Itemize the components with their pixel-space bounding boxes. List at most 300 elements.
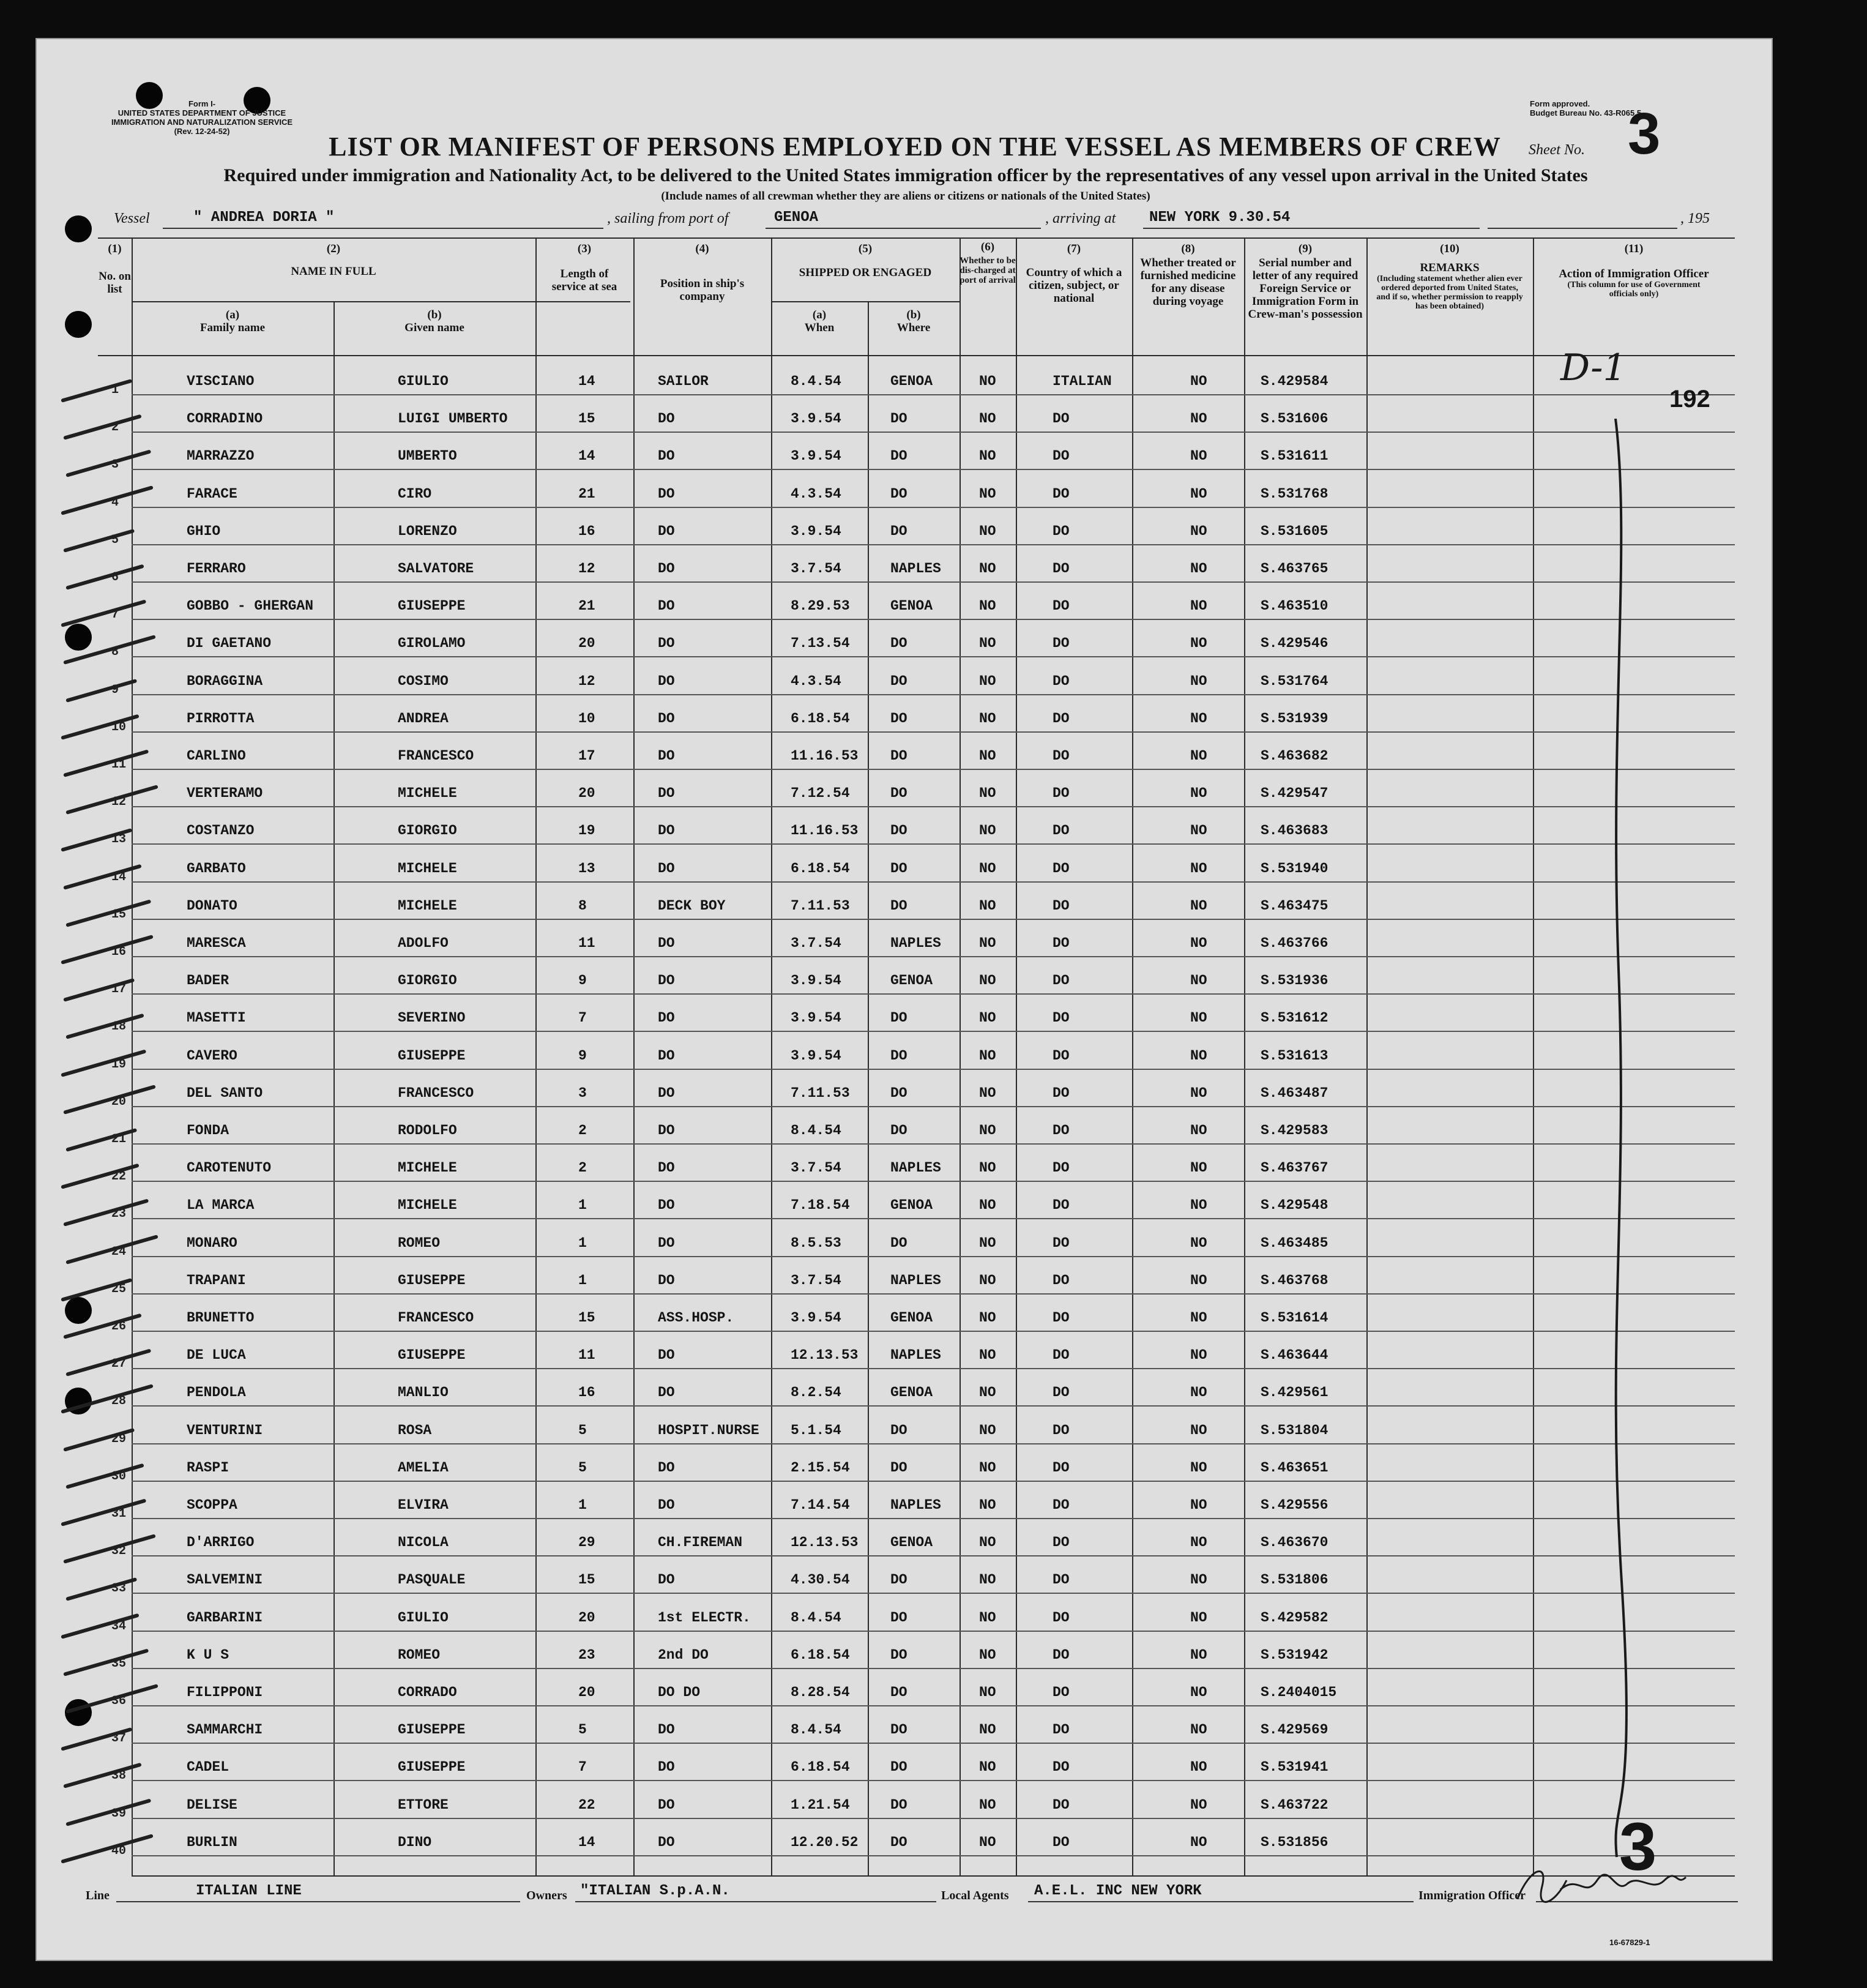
officer-signature — [1511, 1862, 1689, 1911]
row-rule — [132, 1031, 1735, 1032]
given-name-cell: FRANCESCO — [398, 1085, 474, 1101]
length-cell: 20 — [578, 1684, 595, 1700]
family-name-cell: GARBATO — [187, 860, 246, 876]
discharged-cell: NO — [979, 785, 996, 802]
when-cell: 3.9.54 — [791, 523, 841, 539]
when-cell: 1.21.54 — [791, 1796, 850, 1813]
check-mark — [63, 1763, 142, 1788]
row-number: 28 — [111, 1394, 127, 1409]
family-name-cell: CAROTENUTO — [187, 1160, 272, 1176]
row-number: 20 — [111, 1094, 127, 1109]
arriving-label: , arriving at — [1045, 211, 1116, 226]
when-cell: 7.11.53 — [791, 897, 850, 914]
family-name-cell: DI GAETANO — [187, 635, 272, 652]
serial-cell: S.531614 — [1261, 1310, 1329, 1326]
position-cell: DO — [658, 785, 675, 802]
row-rule — [132, 656, 1735, 657]
check-mark — [61, 1164, 140, 1189]
row-rule — [132, 544, 1735, 545]
row-number: 40 — [111, 1844, 127, 1858]
position-cell: DO — [658, 1796, 675, 1813]
row-number: 8 — [111, 645, 119, 660]
given-name-cell: LORENZO — [398, 523, 457, 539]
when-cell: 3.7.54 — [791, 1160, 841, 1176]
where-cell: DO — [890, 1123, 907, 1138]
given-name-cell: GIUSEPPE — [398, 1759, 466, 1776]
discharged-cell: NO — [979, 1759, 996, 1776]
family-name-cell: MARESCA — [187, 935, 246, 951]
check-mark — [65, 450, 151, 477]
when-cell: 3.9.54 — [791, 1047, 841, 1064]
given-name-cell: GIROLAMO — [398, 635, 466, 652]
where-cell: DO — [890, 1459, 907, 1476]
country-cell: DO — [1053, 897, 1070, 914]
serial-cell: S.531936 — [1261, 973, 1329, 989]
when-cell: 6.18.54 — [791, 1646, 850, 1663]
when-cell: 8.4.54 — [791, 1123, 841, 1138]
discharged-cell: NO — [979, 1534, 996, 1551]
country-cell: DO — [1053, 1759, 1070, 1776]
medicine-cell: NO — [1190, 673, 1207, 689]
when-cell: 6.18.54 — [791, 1759, 850, 1776]
length-cell: 12 — [578, 673, 595, 689]
country-cell: DO — [1053, 1834, 1070, 1850]
row-number: 18 — [111, 1020, 127, 1034]
country-cell: DO — [1053, 1010, 1070, 1026]
row-rule — [132, 1069, 1735, 1070]
given-name-cell: MICHELE — [398, 860, 457, 876]
position-cell: DO — [658, 411, 675, 427]
position-cell: DO — [658, 561, 675, 577]
country-cell: DO — [1053, 1235, 1070, 1251]
owners-label: Owners — [526, 1889, 567, 1902]
when-cell: 3.7.54 — [791, 935, 841, 951]
country-cell: DO — [1053, 1272, 1070, 1288]
where-cell: GENOA — [890, 373, 933, 389]
length-cell: 15 — [578, 1572, 595, 1588]
officer-label: Immigration Officer — [1418, 1889, 1526, 1902]
given-name-cell: MICHELE — [398, 1197, 457, 1214]
when-cell: 8.28.54 — [791, 1684, 850, 1700]
where-cell: GENOA — [890, 973, 933, 989]
name-subheader-line — [132, 301, 630, 302]
discharged-cell: NO — [979, 598, 996, 615]
stamp-number: 192 — [1669, 386, 1710, 413]
row-rule — [132, 1668, 1735, 1669]
position-cell: DO — [658, 823, 675, 839]
discharged-cell: NO — [979, 673, 996, 689]
position-cell: DO — [658, 748, 675, 764]
serial-cell: S.463670 — [1261, 1534, 1329, 1551]
given-name-cell: MICHELE — [398, 785, 457, 802]
length-cell: 9 — [578, 1047, 587, 1064]
position-cell: DO — [658, 1085, 675, 1101]
check-mark — [61, 1049, 146, 1077]
medicine-cell: NO — [1190, 1047, 1207, 1064]
row-number: 22 — [111, 1170, 127, 1184]
country-cell: DO — [1053, 411, 1070, 427]
given-name-cell: UMBERTO — [398, 448, 457, 465]
country-cell: DO — [1053, 973, 1070, 989]
country-cell: DO — [1053, 935, 1070, 951]
position-cell: DO — [658, 1572, 675, 1588]
length-cell: 1 — [578, 1235, 587, 1251]
country-cell: DO — [1053, 448, 1070, 465]
given-name-cell: FRANCESCO — [398, 1310, 474, 1326]
family-name-cell: CADEL — [187, 1759, 229, 1776]
family-name-cell: VERTERAMO — [187, 785, 263, 802]
serial-cell: S.531611 — [1261, 448, 1329, 465]
row-rule — [132, 1518, 1735, 1519]
col-header-position: (4) Position in ship's company — [660, 242, 745, 303]
medicine-cell: NO — [1190, 1646, 1207, 1663]
handwritten-note: D-1 — [1560, 346, 1627, 389]
position-cell: DO — [658, 485, 675, 502]
position-cell: HOSPIT.NURSE — [658, 1422, 759, 1438]
where-cell: NAPLES — [890, 1272, 941, 1288]
given-name-cell: ROSA — [398, 1422, 432, 1438]
given-name-cell: CIRO — [398, 485, 432, 502]
given-name-cell: ADOLFO — [398, 935, 449, 951]
discharged-cell: NO — [979, 823, 996, 839]
row-number: 24 — [111, 1244, 127, 1259]
length-cell: 16 — [578, 523, 595, 539]
given-name-cell: ROMEO — [398, 1646, 441, 1663]
country-cell: DO — [1053, 561, 1070, 577]
when-cell: 7.13.54 — [791, 635, 850, 652]
serial-cell: S.463768 — [1261, 1272, 1329, 1288]
country-cell: DO — [1053, 785, 1070, 802]
when-cell: 3.7.54 — [791, 1272, 841, 1288]
discharged-cell: NO — [979, 1684, 996, 1700]
position-cell: DO — [658, 1235, 675, 1251]
vessel-name: " ANDREA DORIA " — [193, 209, 335, 226]
col-header-serial: (9) Serial number and letter of any required Foreign Service or Immigration Form in Crew-man's possession — [1248, 242, 1363, 321]
serial-cell: S.463765 — [1261, 561, 1329, 577]
serial-cell: S.429561 — [1261, 1384, 1329, 1401]
serial-cell: S.429546 — [1261, 635, 1329, 652]
when-cell: 8.29.53 — [791, 598, 850, 615]
country-cell: DO — [1053, 1572, 1070, 1588]
medicine-cell: NO — [1190, 1085, 1207, 1101]
country-cell: DO — [1053, 1609, 1070, 1626]
row-number: 14 — [111, 870, 127, 884]
discharged-cell: NO — [979, 1047, 996, 1064]
row-number: 39 — [111, 1806, 127, 1821]
discharged-cell: NO — [979, 1459, 996, 1476]
serial-cell: S.429569 — [1261, 1722, 1329, 1738]
sailing-label: , sailing from port of — [607, 211, 729, 226]
row-rule — [132, 769, 1735, 770]
medicine-cell: NO — [1190, 373, 1207, 389]
given-name-cell: ETTORE — [398, 1796, 449, 1813]
when-cell: 7.14.54 — [791, 1497, 850, 1513]
position-cell: DO — [658, 598, 675, 615]
where-cell: DO — [890, 1235, 907, 1251]
where-cell: DO — [890, 635, 907, 652]
serial-cell: S.429547 — [1261, 785, 1329, 802]
row-rule — [132, 619, 1735, 620]
agents-field — [1028, 1883, 1414, 1902]
where-cell: GENOA — [890, 1534, 933, 1551]
country-cell: DO — [1053, 860, 1070, 876]
subtitle: Required under immigration and Nationality Act, to be delivered to the United States immigration officer by the representatives of any vessel upon arrival in the United States — [223, 165, 1588, 185]
position-cell: DO — [658, 1497, 675, 1513]
given-name-cell: GIORGIO — [398, 823, 457, 839]
discharged-cell: NO — [979, 523, 996, 539]
medicine-cell: NO — [1190, 1310, 1207, 1326]
check-mark — [63, 1648, 149, 1676]
row-number: 35 — [111, 1656, 127, 1671]
length-cell: 22 — [578, 1796, 595, 1813]
serial-cell: S.531804 — [1261, 1422, 1329, 1438]
position-cell: DO — [658, 1722, 675, 1738]
check-mark — [65, 1349, 151, 1377]
country-cell: DO — [1053, 710, 1070, 727]
where-cell: NAPLES — [890, 935, 941, 951]
check-mark — [61, 379, 132, 403]
form-number: Form I- UNITED STATES DEPARTMENT OF JUSTICE IMMIGRATION AND NATURALIZATION SERVICE (Rev. 12-24-52) — [111, 99, 293, 136]
row-number: 36 — [111, 1694, 127, 1708]
medicine-cell: NO — [1190, 1684, 1207, 1700]
position-cell: DO — [658, 1384, 675, 1401]
length-cell: 1 — [578, 1497, 587, 1513]
country-cell: DO — [1053, 1646, 1070, 1663]
row-number: 13 — [111, 832, 127, 847]
discharged-cell: NO — [979, 1272, 996, 1288]
length-cell: 3 — [578, 1085, 587, 1101]
medicine-cell: NO — [1190, 448, 1207, 465]
where-cell: DO — [890, 485, 907, 502]
discharged-cell: NO — [979, 1834, 996, 1850]
table-header-bottom — [98, 355, 1735, 356]
given-name-cell: GIULIO — [398, 373, 449, 389]
check-mark — [61, 1613, 140, 1639]
row-number: 17 — [111, 982, 127, 997]
port-value: GENOA — [774, 209, 819, 226]
row-number: 32 — [111, 1544, 127, 1559]
length-cell: 15 — [578, 1310, 595, 1326]
length-cell: 14 — [578, 1834, 595, 1850]
where-cell: DO — [890, 748, 907, 764]
check-mark — [63, 864, 142, 889]
medicine-cell: NO — [1190, 1609, 1207, 1626]
line-field — [116, 1883, 520, 1902]
row-rule — [132, 394, 1735, 395]
when-cell: 6.18.54 — [791, 710, 850, 727]
length-cell: 7 — [578, 1010, 587, 1026]
position-cell: CH.FIREMAN — [658, 1534, 743, 1551]
medicine-cell: NO — [1190, 1272, 1207, 1288]
family-name-cell: COSTANZO — [187, 823, 255, 839]
position-cell: 1st ELECTR. — [658, 1609, 751, 1626]
family-name-cell: FERRARO — [187, 561, 246, 577]
row-rule — [132, 881, 1735, 883]
row-number: 3 — [111, 458, 119, 473]
owners-field — [575, 1883, 936, 1902]
serial-cell: S.463767 — [1261, 1160, 1329, 1176]
serial-cell: S.463683 — [1261, 823, 1329, 839]
discharged-cell: NO — [979, 373, 996, 389]
discharged-cell: NO — [979, 935, 996, 951]
discharged-cell: NO — [979, 1123, 996, 1138]
col-header-medicine: (8) Whether treated or furnished medicine for any disease during voyage — [1140, 242, 1236, 308]
discharged-cell: NO — [979, 411, 996, 427]
when-cell: 6.18.54 — [791, 860, 850, 876]
country-cell: DO — [1053, 1123, 1070, 1138]
agents-value: A.E.L. INC NEW YORK — [1034, 1883, 1202, 1899]
row-number: 19 — [111, 1057, 127, 1072]
table-top-border — [98, 237, 1735, 239]
country-cell: DO — [1053, 748, 1070, 764]
family-name-cell: BADER — [187, 973, 229, 989]
given-name-cell: SEVERINO — [398, 1010, 466, 1026]
family-name-cell: RASPI — [187, 1459, 229, 1476]
medicine-cell: NO — [1190, 1459, 1207, 1476]
when-cell: 3.9.54 — [791, 1010, 841, 1026]
family-name-cell: TRAPANI — [187, 1272, 246, 1288]
col-header-given-name: (b) Given name — [404, 308, 464, 334]
given-name-cell: ROMEO — [398, 1235, 441, 1251]
check-mark — [61, 485, 154, 515]
country-cell: DO — [1053, 1085, 1070, 1101]
check-mark — [65, 1577, 137, 1601]
where-cell: DO — [890, 860, 907, 876]
medicine-cell: NO — [1190, 1759, 1207, 1776]
col-header-number: (1) No. on list — [99, 242, 131, 296]
row-rule — [132, 507, 1735, 508]
discharged-cell: NO — [979, 748, 996, 764]
family-name-cell: SAMMARCHI — [187, 1722, 263, 1738]
row-rule — [132, 919, 1735, 920]
medicine-cell: NO — [1190, 935, 1207, 951]
when-cell: 2.15.54 — [791, 1459, 850, 1476]
serial-cell: S.463487 — [1261, 1085, 1329, 1101]
row-rule — [132, 1855, 1735, 1856]
family-name-cell: VENTURINI — [187, 1422, 263, 1438]
medicine-cell: NO — [1190, 1197, 1207, 1214]
given-name-cell: GIUSEPPE — [398, 1347, 466, 1364]
length-cell: 29 — [578, 1534, 595, 1551]
where-cell: GENOA — [890, 1384, 933, 1401]
discharged-cell: NO — [979, 561, 996, 577]
where-cell: DO — [890, 1609, 907, 1626]
country-cell: DO — [1053, 823, 1070, 839]
family-name-cell: VISCIANO — [187, 373, 255, 389]
date-field — [1488, 209, 1677, 229]
given-name-cell: MICHELE — [398, 1160, 457, 1176]
family-name-cell: BRUNETTO — [187, 1310, 255, 1326]
position-cell: DECK BOY — [658, 897, 726, 914]
medicine-cell: NO — [1190, 1347, 1207, 1364]
where-cell: NAPLES — [890, 561, 941, 577]
medicine-cell: NO — [1190, 1796, 1207, 1813]
punch-hole — [65, 1297, 92, 1324]
medicine-cell: NO — [1190, 1160, 1207, 1176]
row-number: 31 — [111, 1507, 127, 1521]
when-cell: 3.9.54 — [791, 411, 841, 427]
position-cell: DO — [658, 1272, 675, 1288]
where-cell: DO — [890, 1722, 907, 1738]
family-name-cell: MASETTI — [187, 1010, 246, 1026]
row-rule — [132, 1256, 1735, 1257]
row-number: 5 — [111, 532, 119, 547]
when-cell: 7.18.54 — [791, 1197, 850, 1214]
where-cell: DO — [890, 710, 907, 727]
serial-cell: S.531940 — [1261, 860, 1329, 876]
family-name-cell: MONARO — [187, 1235, 237, 1251]
serial-cell: S.463475 — [1261, 897, 1329, 914]
handwritten-vertical-line — [1603, 419, 1640, 1863]
where-cell: GENOA — [890, 1310, 933, 1326]
approval-note: Form approved. Budget Bureau No. 43-R065.5. — [1530, 99, 1644, 118]
when-cell: 3.9.54 — [791, 1310, 841, 1326]
where-cell: GENOA — [890, 1197, 933, 1214]
given-name-cell: GIUSEPPE — [398, 1047, 466, 1064]
check-mark — [61, 714, 140, 740]
serial-cell: S.531613 — [1261, 1047, 1329, 1064]
medicine-cell: NO — [1190, 1834, 1207, 1850]
length-cell: 20 — [578, 1609, 595, 1626]
check-mark — [63, 1199, 149, 1227]
check-mark — [63, 749, 149, 777]
when-cell: 4.3.54 — [791, 673, 841, 689]
family-name-cell: FONDA — [187, 1123, 229, 1138]
check-mark — [61, 1834, 154, 1864]
line-value: ITALIAN LINE — [196, 1883, 302, 1899]
length-cell: 20 — [578, 635, 595, 652]
position-cell: DO — [658, 1197, 675, 1214]
serial-cell: S.531612 — [1261, 1010, 1329, 1026]
row-number: 12 — [111, 795, 127, 810]
given-name-cell: ANDREA — [398, 710, 449, 727]
country-cell: DO — [1053, 673, 1070, 689]
position-cell: 2nd DO — [658, 1646, 709, 1663]
family-name-cell: DEL SANTO — [187, 1085, 263, 1101]
discharged-cell: NO — [979, 1572, 996, 1588]
length-cell: 11 — [578, 1347, 595, 1364]
given-name-cell: GIULIO — [398, 1609, 449, 1626]
where-cell: DO — [890, 1010, 907, 1026]
position-cell: DO — [658, 1010, 675, 1026]
check-mark — [65, 785, 158, 815]
family-name-cell: MARRAZZO — [187, 448, 255, 465]
serial-cell: S.531942 — [1261, 1646, 1329, 1663]
where-cell: DO — [890, 1572, 907, 1588]
row-rule — [132, 1631, 1735, 1632]
serial-cell: S.429584 — [1261, 373, 1329, 389]
country-cell: DO — [1053, 523, 1070, 539]
where-cell: DO — [890, 1759, 907, 1776]
country-cell: DO — [1053, 1422, 1070, 1438]
serial-cell: S.463682 — [1261, 748, 1329, 764]
row-number: 21 — [111, 1132, 127, 1146]
row-rule — [132, 1181, 1735, 1182]
length-cell: 13 — [578, 860, 595, 876]
row-number: 2 — [111, 420, 119, 435]
where-cell: DO — [890, 523, 907, 539]
family-name-cell: BURLIN — [187, 1834, 237, 1850]
discharged-cell: NO — [979, 1310, 996, 1326]
serial-cell: S.463766 — [1261, 935, 1329, 951]
row-rule — [132, 1780, 1735, 1781]
table-bottom-border — [132, 1875, 1735, 1877]
medicine-cell: NO — [1190, 1572, 1207, 1588]
length-cell: 21 — [578, 598, 595, 615]
family-name-cell: CARLINO — [187, 748, 246, 764]
family-name-cell: DELISE — [187, 1796, 237, 1813]
discharged-cell: NO — [979, 1646, 996, 1663]
